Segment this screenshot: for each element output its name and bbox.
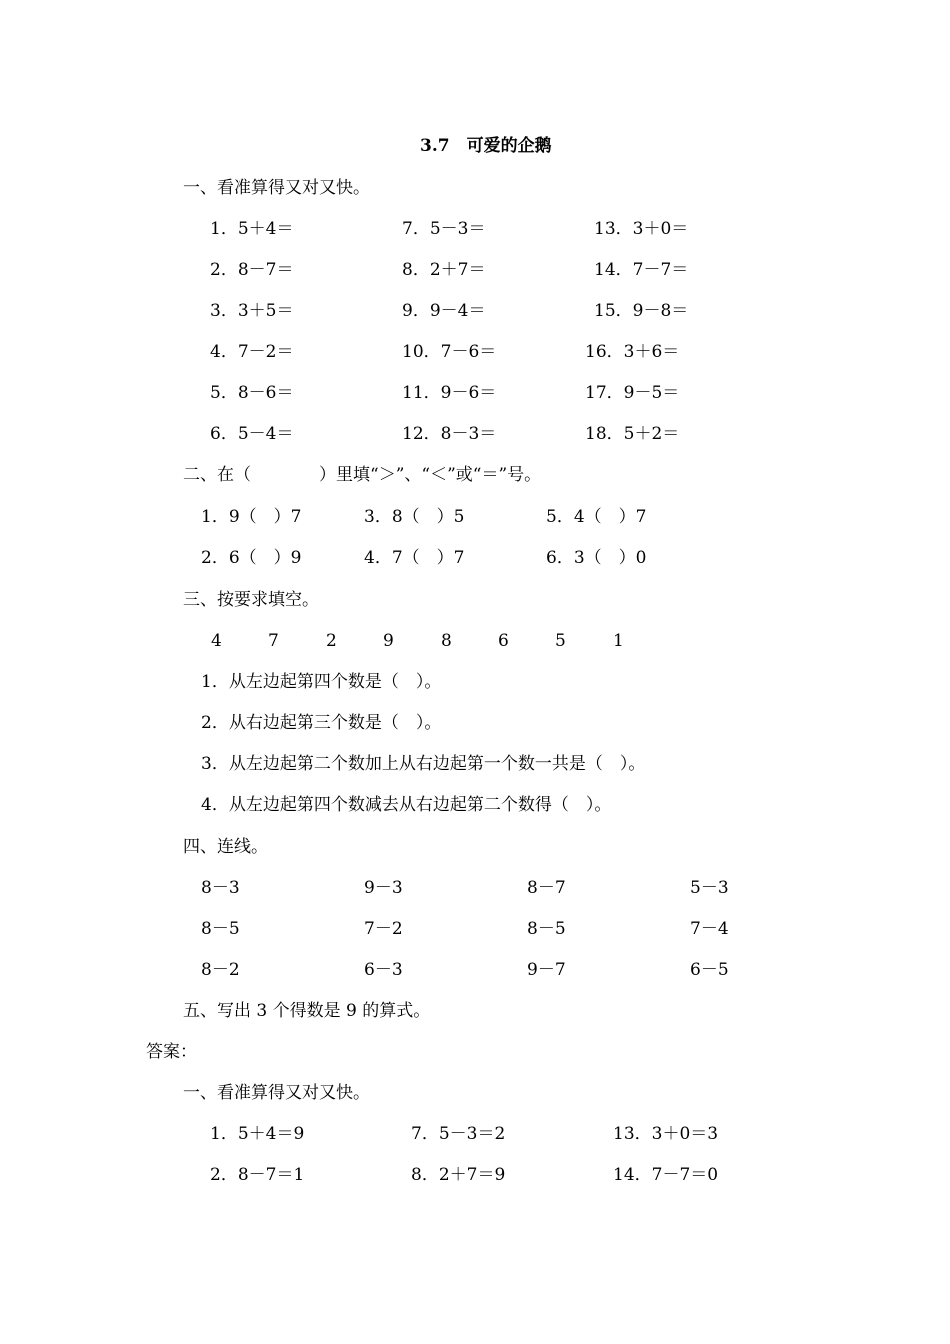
problem: 11．9－6＝: [402, 383, 497, 403]
match-expression: 7－4: [690, 919, 729, 939]
compare-problem: 5．4（ ）7: [546, 507, 647, 527]
match-expression: 8－5: [527, 919, 566, 939]
section2-heading: 二、在（ ）里填“＞”、“＜”或“＝”号。: [183, 465, 542, 485]
section3-heading: 三、按要求填空。: [183, 590, 319, 610]
problem: 9．9－4＝: [402, 301, 486, 321]
section4-heading: 四、连线。: [183, 837, 268, 857]
match-expression: 9－3: [364, 878, 403, 898]
answer-item: 13．3＋0＝3: [613, 1124, 719, 1144]
compare-problem: 1．9（ ）7: [201, 507, 302, 527]
answer-item: 1．5＋4＝9: [210, 1124, 305, 1144]
answers-label: 答案：: [146, 1042, 197, 1062]
problem: 8．2＋7＝: [402, 260, 486, 280]
answer-item: 7．5－3＝2: [411, 1124, 506, 1144]
match-expression: 8－2: [201, 960, 240, 980]
problem: 6．5－4＝: [210, 424, 294, 444]
section5-heading: 五、写出 3 个得数是 9 的算式。: [183, 1001, 431, 1021]
problem: 12．8－3＝: [402, 424, 497, 444]
problem: 14．7－7＝: [594, 260, 689, 280]
match-expression: 8－3: [201, 878, 240, 898]
number-item: 8: [441, 631, 452, 651]
problem: 16．3＋6＝: [585, 342, 680, 362]
number-item: 2: [326, 631, 337, 651]
number-item: 4: [211, 631, 222, 651]
fill-question: 1．从左边起第四个数是（ ）。: [201, 672, 442, 692]
number-item: 5: [555, 631, 566, 651]
problem: 4．7－2＝: [210, 342, 294, 362]
problem: 5．8－6＝: [210, 383, 294, 403]
answer-item: 8．2＋7＝9: [411, 1165, 506, 1185]
match-expression: 6－3: [364, 960, 403, 980]
problem: 17．9－5＝: [585, 383, 680, 403]
problem: 18．5＋2＝: [585, 424, 680, 444]
match-expression: 7－2: [364, 919, 403, 939]
problem: 3．3＋5＝: [210, 301, 294, 321]
fill-question: 4．从左边起第四个数减去从右边起第二个数得（ ）。: [201, 795, 612, 815]
compare-problem: 4．7（ ）7: [364, 548, 465, 568]
answer-item: 2．8－7＝1: [210, 1165, 305, 1185]
problem: 15．9－8＝: [594, 301, 689, 321]
number-item: 9: [383, 631, 394, 651]
fill-question: 2．从右边起第三个数是（ ）。: [201, 713, 442, 733]
problem: 2．8－7＝: [210, 260, 294, 280]
answers-heading: 一、看准算得又对又快。: [183, 1083, 370, 1103]
match-expression: 8－7: [527, 878, 566, 898]
number-item: 7: [268, 631, 279, 651]
answer-item: 14．7－7＝0: [613, 1165, 719, 1185]
compare-problem: 6．3（ ）0: [546, 548, 647, 568]
number-item: 1: [613, 631, 624, 651]
compare-problem: 2．6（ ）9: [201, 548, 302, 568]
section1-heading: 一、看准算得又对又快。: [183, 178, 370, 198]
problem: 13．3＋0＝: [594, 219, 689, 239]
compare-problem: 3．8（ ）5: [364, 507, 465, 527]
match-expression: 5－3: [690, 878, 729, 898]
match-expression: 9－7: [527, 960, 566, 980]
problem: 1．5＋4＝: [210, 219, 294, 239]
problem: 10．7－6＝: [402, 342, 497, 362]
number-item: 6: [498, 631, 509, 651]
problem: 7．5－3＝: [402, 219, 486, 239]
match-expression: 8－5: [201, 919, 240, 939]
match-expression: 6－5: [690, 960, 729, 980]
fill-question: 3．从左边起第二个数加上从右边起第一个数一共是（ ）。: [201, 754, 646, 774]
page-title: 3.7 可爱的企鹅: [420, 136, 552, 156]
